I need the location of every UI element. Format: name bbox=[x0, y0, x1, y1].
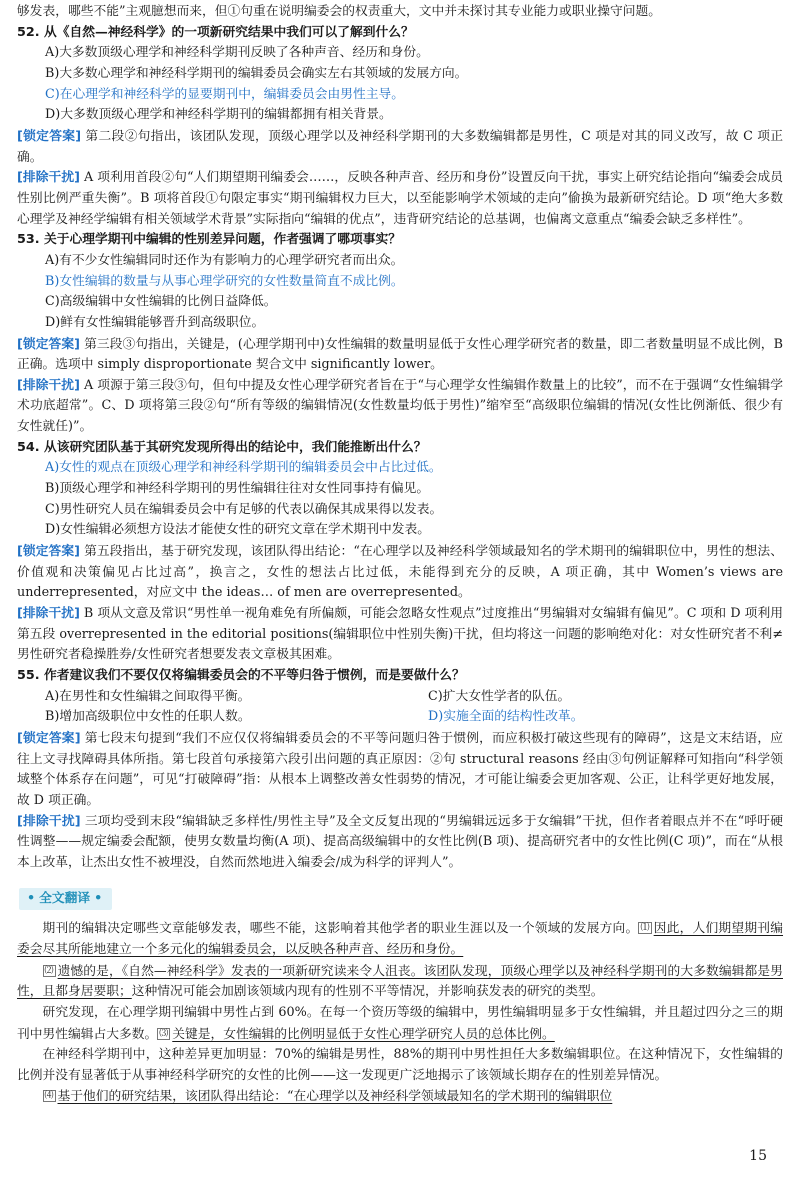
translation-paragraph bbox=[17, 1045, 783, 1086]
distractor-text: A 项源于第三段③句，但句中提及女性心理学研究者旨在于“与心理学女性编辑作数量上的比较”，而不在于强调“女性编辑学术功底超常”。C、D 项将第三段②句“所有等级的编辑情况(女性数量均低于男性)”缩窄至“高级职位编辑的情况(女性比例渐低、很少有女性就任)”。 bbox=[17, 377, 784, 435]
translation-text: 研究发现，在心理学期刊编辑中男性占到 60%。在每一个资历等级的编辑中，男性编辑明显多于女性编辑，并且超过四分之三的期刊中男性编辑占大多数。 bbox=[17, 1004, 783, 1042]
question-stem: 52. 从《自然—神经科学》的一项新研究结果中我们可以了解到什么？ bbox=[17, 24, 414, 40]
continued-line: 够发表，哪些不能”主观臆想而来，但①句重在说明编委会的权责重大，文中并未探讨其专业能力或职业操守问题。 bbox=[17, 4, 662, 19]
option: C)扩大女性学者的队伍。 bbox=[428, 688, 571, 704]
option: C)高级编辑中女性编辑的比例日益降低。 bbox=[45, 294, 277, 310]
distractor-tag: [排除干扰] bbox=[17, 377, 80, 393]
sentence-marker: ⑶ bbox=[159, 1028, 169, 1039]
option: A)有不少女性编辑同时还作为有影响力的心理学研究者而出众。 bbox=[45, 252, 404, 268]
correct-option: A)女性的观点在顶级心理学和神经科学期刊的编辑委员会中占比过低。 bbox=[45, 460, 442, 476]
translation-paragraph bbox=[17, 961, 783, 1003]
distractor-text: A 项利用首段②句“人们期望期刊编委会……，反映各种声音、经历和身份”设置反向干扰，事实上研究结论指向“编委会成员性别比例严重失衡”。B 项将首段①句限定事实“期刊编辑权力巨大，以至能影响学术领域的走向”偷换为最新研究结论。D 项“绝大多数心理学及神经学编辑有相关领域学术背景”实际指向“编辑的优点”，违背研究结论的总基调，也偏离文意重点“编委会缺乏多样性”。 bbox=[17, 170, 784, 227]
answer-tag: [锁定答案] bbox=[17, 128, 82, 144]
answer-explanation bbox=[17, 729, 783, 812]
sentence-marker: ⑷ bbox=[44, 1091, 54, 1102]
translation-text: 这种情况可能会加剧该领域内现有的性别不平等情况，并影响获发表的研究的类型。 bbox=[131, 984, 604, 1000]
distractor-tag: [排除干扰] bbox=[17, 813, 81, 829]
translation-paragraph bbox=[17, 1086, 783, 1108]
underlined-sentence: 因此，人们期望期刊编委会尽其所能地建立一个多元化的编辑委员会，以反映各种声音、经历和身份。 bbox=[17, 921, 784, 957]
answer-explanation bbox=[17, 335, 783, 376]
option: A)大多数顶级心理学和神经科学期刊反映了各种声音、经历和身份。 bbox=[45, 45, 429, 61]
translation-paragraph bbox=[17, 1003, 783, 1045]
question-list bbox=[17, 23, 783, 874]
option: D)大多数顶级心理学和神经科学期刊的编辑都拥有相关背景。 bbox=[45, 107, 392, 123]
answer-explanation bbox=[17, 127, 783, 168]
page-content bbox=[17, 2, 783, 1108]
option: B)顶级心理学和神经科学期刊的男性编辑往往对女性同事持有偏见。 bbox=[45, 481, 430, 497]
correct-option: B)女性编辑的数量与从事心理学研究的女性数量简直不成比例。 bbox=[45, 273, 404, 289]
translation-text: 在神经科学期刊中，这种差异更加明显：70%的编辑是男性，88%的期刊中男性担任大多数编辑职位。在这种情况下，女性编辑的比例并没有显著低于从事神经科学研究的女性的比例——这一发现更广泛地揭示了该领域长期存在的性别差异情况。 bbox=[17, 1047, 783, 1083]
distractor-explanation bbox=[17, 168, 783, 230]
answer-text: 第五段指出，基于研究发现，该团队得出结论：“在心理学以及神经科学领域最知名的学术期刊的编辑职位中，男性的想法、价值观和决策偏见占比过高”，换言之，女性的想法占比过低，未能得到充分的反映，A 项正确，其中 Women’s views are underrepresented，对应文中 the ideas… of men are overrepresented。 bbox=[17, 544, 783, 601]
distractor-text: 三项均受到末段“编辑缺乏多样性/男性主导”及全文反复出现的“男编辑远远多于女编辑”干扰，但作者着眼点并不在“呼吁硬性调整——规定编委会配额，使男女数量均衡(A 项)、提高高级编辑中的女性比例(B 项)、提高研究者中的女性比例(C 项)”，而在“从根本上改革，让杰出女性不被埋没，自然而然地进入编委会/成为科学的评判人”。 bbox=[17, 813, 783, 870]
distractor-explanation bbox=[17, 604, 783, 666]
section-heading: • 全文翻译 • bbox=[19, 888, 112, 911]
translation-body bbox=[17, 918, 783, 1108]
answer-text: 第二段②句指出，该团队发现，顶级心理学以及神经科学期刊的大多数编辑都是男性，C 项是对其的同义改写，故 C 项正确。 bbox=[17, 128, 784, 165]
answer-tag: [锁定答案] bbox=[17, 336, 81, 352]
distractor-tag: [排除干扰] bbox=[17, 606, 80, 622]
distractor-text: B 项从文意及常识“男性单一视角难免有所偏颇，可能会忽略女性观点”过度推出“男编辑对女编辑有偏见”。C 项和 D 项利用第五段 overrepresented in the editorial positions(编辑职位中性别失衡)干扰，但均将这一问题的影响绝对化：对女性研究者不利≠男性研究者稳操胜券/女性研究者想要发表文章极其困难。 bbox=[17, 606, 783, 663]
option-row bbox=[17, 687, 783, 708]
question-block bbox=[17, 438, 783, 666]
question-stem: 54. 从该研究团队基于其研究发现所得出的结论中，我们能推断出什么？ bbox=[17, 439, 427, 455]
sentence-marker: ⑴ bbox=[640, 923, 650, 934]
question-stem: 53. 关于心理学期刊中编辑的性别差异问题，作者强调了哪项事实？ bbox=[17, 232, 402, 248]
question-stem: 55. 作者建议我们不要仅仅将编辑委员会的不平等归咎于惯例，而是要做什么？ bbox=[17, 668, 465, 683]
answer-tag: [锁定答案] bbox=[17, 544, 81, 560]
option: D)鲜有女性编辑能够晋升到高级职位。 bbox=[45, 314, 265, 330]
answer-text: 第七段末句提到“我们不应仅仅将编辑委员会的不平等问题归咎于惯例，而应积极打破这些现有的障碍”，这是文末结语，应往上文寻找障碍具体所指。第七段首句承接第六段引出问题的真正原因：②句 structural reasons 经由③句例证解释可知指向“科学领域整个体系存在问题”，可见“打破障碍”指：从根本上调整改善女性弱势的情况，才可能让编委会更加客观、公正，让科学更好地发展，故 D 项正确。 bbox=[17, 730, 783, 808]
option-row bbox=[17, 707, 783, 728]
underlined-sentence: 基于他们的研究结果，该团队得出结论：“在心理学以及神经科学领域最知名的学术期刊的编辑职位 bbox=[57, 1089, 613, 1105]
answer-explanation bbox=[17, 542, 783, 604]
translation-text: 期刊的编辑决定哪些文章能够发表，哪些不能，这影响着其他学者的职业生涯以及一个领域的发展方向。 bbox=[42, 921, 639, 937]
option: A)在男性和女性编辑之间取得平衡。 bbox=[45, 688, 251, 704]
question-block bbox=[17, 23, 783, 231]
option: B)大多数心理学和神经科学期刊的编辑委员会确实左右其领域的发展方向。 bbox=[45, 65, 468, 81]
correct-option: D)实施全面的结构性改革。 bbox=[428, 709, 584, 725]
question-block bbox=[17, 666, 783, 874]
translation-paragraph bbox=[17, 918, 783, 960]
sentence-marker: ⑵ bbox=[44, 965, 54, 976]
distractor-explanation bbox=[17, 812, 783, 874]
underlined-sentence: 遗憾的是，《自然—神经科学》发表的一项新研究读来令人沮丧。该团队发现，顶级心理学以及神经科学期刊的大多数编辑都是男性，且都身居要职； bbox=[17, 963, 783, 1000]
correct-option: C)在心理学和神经科学的显要期刊中，编辑委员会由男性主导。 bbox=[45, 86, 404, 102]
distractor-tag: [排除干扰] bbox=[17, 170, 80, 186]
answer-tag: [锁定答案] bbox=[17, 730, 81, 746]
answer-text: 第三段③句指出，关键是，(心理学期刊中)女性编辑的数量明显低于女性心理学研究者的数量，即二者数量明显不成比例，B 正确。选项中 simply disproportionate 契合文中 significantly lower。 bbox=[17, 336, 783, 373]
option: B)增加高级职位中女性的任职人数。 bbox=[45, 709, 251, 725]
page-number: 15 bbox=[749, 1148, 767, 1164]
option: D)女性编辑必须想方设法才能使女性的研究文章在学术期刊中发表。 bbox=[45, 522, 430, 538]
option: C)男性研究人员在编辑委员会中有足够的代表以确保其成果得以发表。 bbox=[45, 501, 443, 517]
underlined-sentence: 关键是，女性编辑的比例明显低于女性心理学研究人员的总体比例。 bbox=[172, 1026, 555, 1042]
distractor-explanation bbox=[17, 376, 783, 438]
question-block bbox=[17, 230, 783, 438]
